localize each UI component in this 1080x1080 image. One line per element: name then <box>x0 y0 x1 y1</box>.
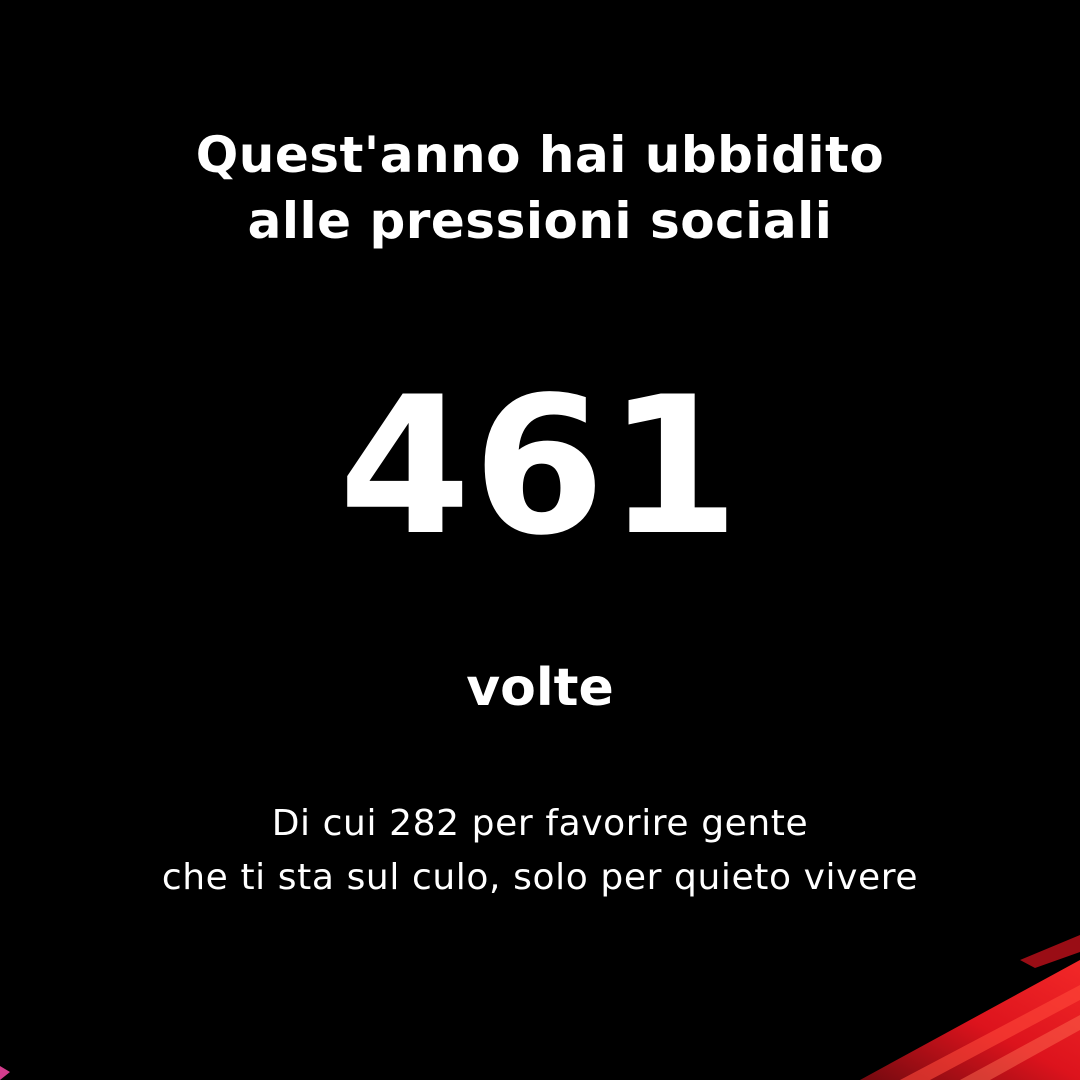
red-streak-shape <box>1020 935 1080 968</box>
headline-line-1: Quest'anno hai ubbidito <box>195 126 885 184</box>
pink-streak-shape <box>0 1066 10 1080</box>
red-streak-shape <box>960 1015 1080 1080</box>
detail-note <box>0 797 1080 905</box>
headline-line-2: alle pressioni sociali <box>247 192 833 250</box>
count-unit: volte <box>466 658 614 718</box>
headline <box>0 122 1080 254</box>
detail-note-line-2: che ti sta sul culo, solo per quieto vivere <box>161 857 919 898</box>
count-value: 461 <box>338 356 742 577</box>
detail-note-line-1: Di cui 282 per favorire gente <box>271 803 809 844</box>
red-streak-shape <box>900 985 1080 1080</box>
red-streak-shape <box>860 960 1080 1080</box>
